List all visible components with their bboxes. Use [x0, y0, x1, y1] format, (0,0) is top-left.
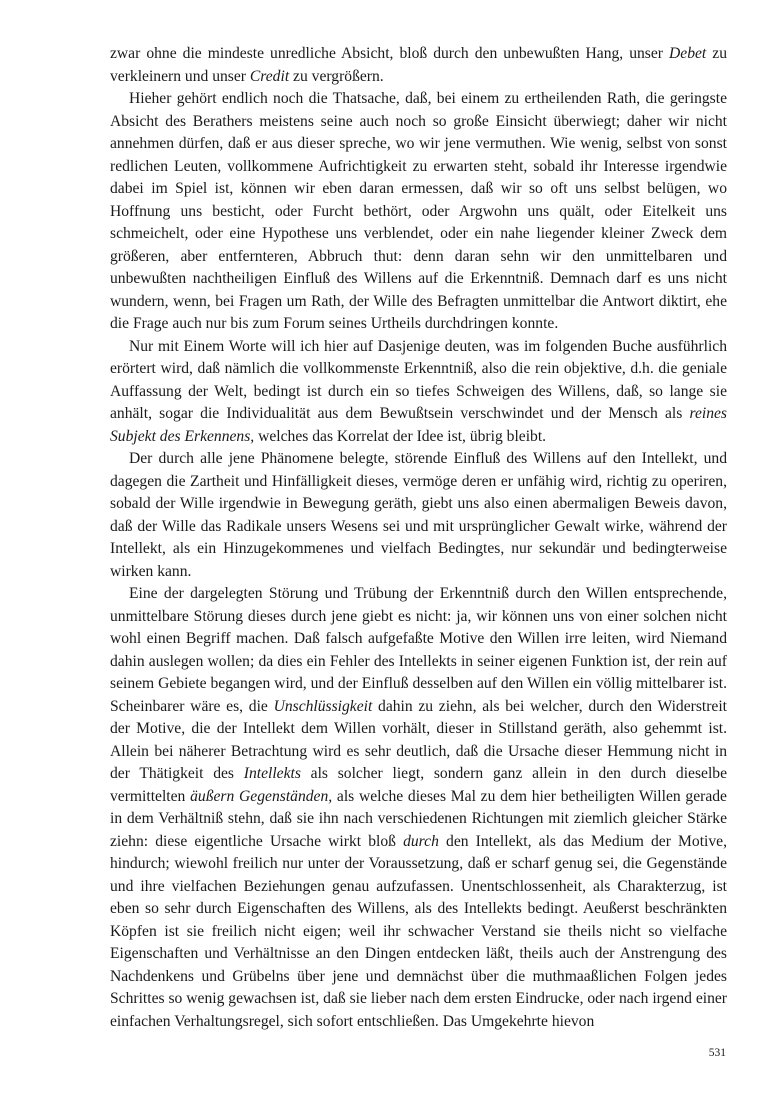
body-text	[110, 43, 727, 1033]
italic-text: Credit	[249, 67, 290, 85]
italic-text: reines Subjekt des Erkennens,	[110, 405, 727, 445]
text-run: welches das Korrelat der Idee ist, übrig bleibt.	[254, 427, 547, 445]
italic-text: durch	[403, 832, 439, 850]
page-number: 531	[708, 1047, 726, 1059]
paragraph	[110, 43, 727, 88]
italic-text: Debet	[669, 45, 707, 62]
paragraph	[110, 448, 727, 583]
text-run: zwar ohne die mindeste unredliche Absicht, bloß durch den unbewußten Hang, unser	[110, 45, 670, 62]
text-run: Eine der dargelegten Störung und Trübung der Erkenntniß durch den Willen entsprechende, unmittelbare Störung dieses durch jene giebt es nicht: ja, wir können uns von einer solchen nicht wohl einen Begriff machen. Daß falsch aufgefaßte Motive den Willen irre leiten, wird Niemand dahin auslegen wollen; da dies ein Fehler des Intellekts in seiner eigenen Funktion ist, der rein auf seinem Gebiete begangen wird, und der Einfluß desselben auf den Willen ein völlig mittelbarer ist. Scheinbarer wäre es, die	[110, 585, 727, 715]
text-run: zu verkleinern und unser	[110, 45, 727, 85]
paragraph	[110, 88, 727, 336]
text-run: dahin zu ziehn, als bei welcher, durch den Widerstreit der Motive, die der Intellekt dem Willen vorhält, dieser in Stillstand geräth, also gehemmt ist. Allein bei näherer Betrachtung wird es sehr deutlich, daß die Ursache dieser Hemmung nicht in der Thätigkeit des	[110, 697, 727, 782]
italic-text: äußern Gegenständen,	[190, 787, 333, 805]
paragraph	[110, 583, 727, 1033]
text-run: zu vergrößern.	[289, 67, 384, 85]
text-run: Nur mit Einem Worte will ich hier auf Dasjenige deuten, was im folgenden Buche ausführlich erörtert wird, daß nämlich die vollkommenste Erkenntniß, also die rein objektive, d.h. die geniale Auffassung der Welt, bedingt ist durch ein so tiefes Schweigen des Willens, daß, so lange sie anhält, sogar die Individualität aus dem Bewußtsein verschwindet und der Mensch als	[110, 337, 727, 422]
italic-text: Intellekts	[243, 765, 301, 782]
text-run: Hieher gehört endlich noch die Thatsache, daß, bei einem zu ertheilenden Rath, die geringste Absicht des Berathers meistens seine auch noch so große Einsicht überwiegt; daher wir nicht annehmen dürfen, daß er aus dieser spreche, wo wir jene vermuthen. Wie wenig, selbst von sonst redlichen Leuten, vollkommene Aufrichtigkeit zu erwarten steht, sobald ihr Interesse irgendwie dabei im Spiel ist, können wir eben daran ermessen, daß wir so oft uns selbst belügen, wo Hoffnung uns besticht, oder Furcht bethört, oder Argwohn uns quält, oder Eitelkeit uns schmeichelt, oder eine Hypothese uns verblendet, oder ein nahe liegender kleiner Zweck dem größeren, aber entfernteren, Abbruch thut: denn daran sehn wir den unmittelbaren und unbewußten nachtheiligen Einfluß des Willens auf die Erkenntniß. Demnach darf es uns nicht wundern, wenn, bei Fragen um Rath, der Wille des Befragten unmittelbar die Antwort diktirt, ehe die Frage auch nur bis zum Forum seines Urtheils durchdringen konnte.	[110, 90, 727, 332]
paragraph	[110, 336, 727, 449]
italic-text: Unschlüssigkeit	[273, 697, 373, 715]
text-run: als welche dieses Mal zu dem hier betheiligten Willen gerade in dem Verhältniß stehn, daß sie ihn nach verschiedenen Richtungen mit ziemlich gleicher Stärke ziehn: diese eigentliche Ursache wirkt bloß	[110, 787, 727, 850]
text-run: den Intellekt, als das Medium der Motive, hindurch; wiewohl freilich nur unter der Voraussetzung, daß er scharf genug sei, die Gegenstände und ihre vielfachen Beziehungen genau aufzufassen. Unentschlossenheit, als Charakterzug, ist eben so sehr durch Eigenschaften des Willens, als des Intellekts bedingt. Aeußerst beschränkten Köpfen ist sie freilich nicht eigen; weil ihr schwacher Verstand sie theils nicht so vielfache Eigenschaften und Verhältnisse an den Dingen entdecken läßt, theils auch der Anstrengung des Nachdenkens und Grübelns über jene und demnächst über die muthmaaßlichen Folgen jedes Schrittes so wenig gewachsen ist, daß sie lieber nach dem ersten Eindrucke, oder nach irgend einer einfachen Verhaltungsregel, sich sofort entschließen. Das Umgekehrte hievon	[110, 832, 727, 1030]
text-run: als solcher liegt, sondern ganz allein in den durch dieselbe vermittelten	[110, 765, 728, 805]
text-run: Der durch alle jene Phänomene belegte, störende Einfluß des Willens auf den Intellekt, und dagegen die Zartheit und Hinfälligkeit dieses, vermöge deren er unfähig wird, richtig zu operiren, sobald der Wille irgendwie in Bewegung geräth, giebt uns also einen abermaligen Beweis davon, daß der Wille das Radikale unsers Wesens sei und mit ursprünglicher Gewalt wirke, während der Intellekt, als ein Hinzugekommenes und vielfach Bedingtes, nur sekundär und bedingterweise wirken kann.	[110, 450, 727, 580]
